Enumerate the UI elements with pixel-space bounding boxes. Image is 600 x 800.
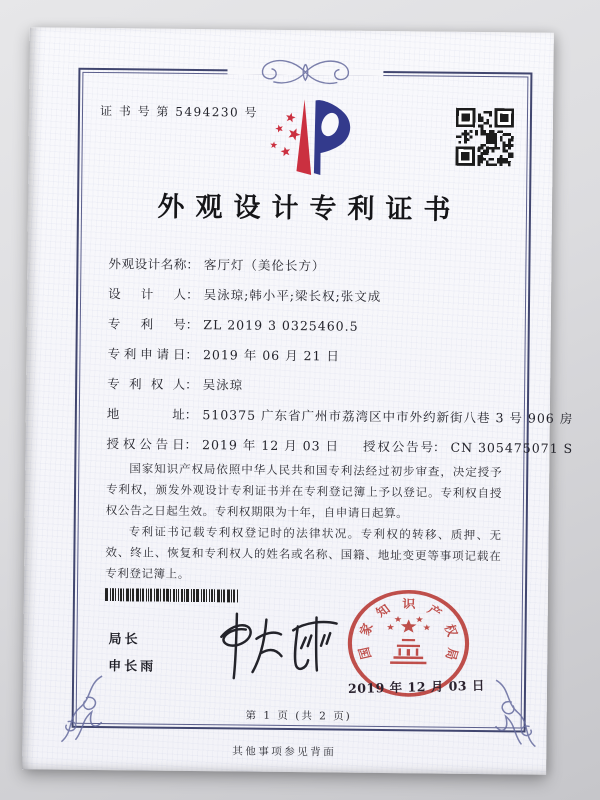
field-label: 专利权人 <box>107 376 186 392</box>
field-value: 510375 广东省广州市荔湾区中市外约新街八巷 3 号 906 房 <box>202 407 574 426</box>
field-value: 2019 年 06 月 21 日 <box>202 347 341 364</box>
field-value: CN 305475071 S <box>450 439 574 456</box>
top-border-ornament-icon <box>227 54 383 90</box>
svg-text:家: 家 <box>356 621 376 638</box>
field-value: 2019 年 12 月 03 日 <box>201 437 340 454</box>
qr-code-icon <box>455 108 514 167</box>
svg-text:知: 知 <box>372 601 393 620</box>
director-signature-icon <box>205 602 349 687</box>
national-emblem-icon <box>387 616 431 664</box>
barcode-icon <box>105 588 241 602</box>
signature-block <box>108 626 157 680</box>
svg-text:权: 权 <box>441 622 461 638</box>
field-colon: ： <box>432 439 446 455</box>
field-row <box>107 368 507 402</box>
seal-date: 2019 年 12 月 03 日 <box>347 677 486 697</box>
legal-paragraph: 专利证书记载专利权登记时的法律状况。专利权的转移、质押、无效、终止、恢复和专利权人的姓名或名称、国籍、地址变更等事项记载在专利登记簿上。 <box>105 524 502 581</box>
certificate-paper <box>22 27 574 774</box>
certificate-number: 证 书 号 第 5494230 号 <box>99 104 259 120</box>
field-colon: ： <box>184 406 198 423</box>
field-value: 客厅灯（美伦长方） <box>203 257 326 274</box>
certificate-fields <box>106 248 574 462</box>
field-label: 授权公告号 <box>362 438 434 455</box>
director-name: 申长雨 <box>108 659 157 675</box>
field-row <box>107 338 507 372</box>
legal-text <box>105 458 502 588</box>
field-label: 授权公告日 <box>106 436 185 452</box>
field-row <box>106 398 574 432</box>
field-colon: ： <box>185 376 198 393</box>
field-row <box>108 278 508 312</box>
field-row <box>106 428 574 462</box>
field-colon: ： <box>185 346 199 363</box>
field-row <box>108 248 508 282</box>
svg-text:产: 产 <box>424 601 445 621</box>
director-title: 局长 <box>108 632 141 648</box>
svg-text:局: 局 <box>442 646 462 662</box>
field-value: ZL 2019 3 0325460.5 <box>203 316 359 334</box>
svg-text:识: 识 <box>402 596 416 611</box>
field-label: 设计人 <box>108 286 187 302</box>
certificate-title: 外观设计专利证书 <box>157 191 462 226</box>
field-label: 专利申请日 <box>107 346 186 362</box>
certificate-border <box>72 68 574 733</box>
field-row <box>108 308 508 342</box>
legal-paragraph: 国家知识产权局依照中华人民共和国专利法经过初步审查，决定授予专利权，颁发外观设计专利证书并在专利登记簿上予以登记。专利权自授权公告之日起生效。专利权期限为十年，自申请日起算。 <box>105 461 503 521</box>
field-colon: ： <box>186 256 200 273</box>
field-value: 吴泳琼 <box>202 377 244 393</box>
field-colon: ： <box>185 316 199 333</box>
page-number: 第 1 页 (共 2 页) <box>245 709 352 723</box>
field-colon: ： <box>184 436 198 453</box>
cnipa-logo-icon <box>262 94 355 181</box>
field-colon: ： <box>186 286 199 303</box>
field-label: 外观设计名称 <box>108 256 187 272</box>
svg-text:国: 国 <box>355 645 375 661</box>
back-note: 其他事项参见背面 <box>232 745 337 759</box>
field-label: 地址 <box>106 406 185 422</box>
field-value: 吴泳琼;韩小平;梁长权;张文成 <box>203 287 382 304</box>
field-label: 专利号 <box>107 316 186 332</box>
